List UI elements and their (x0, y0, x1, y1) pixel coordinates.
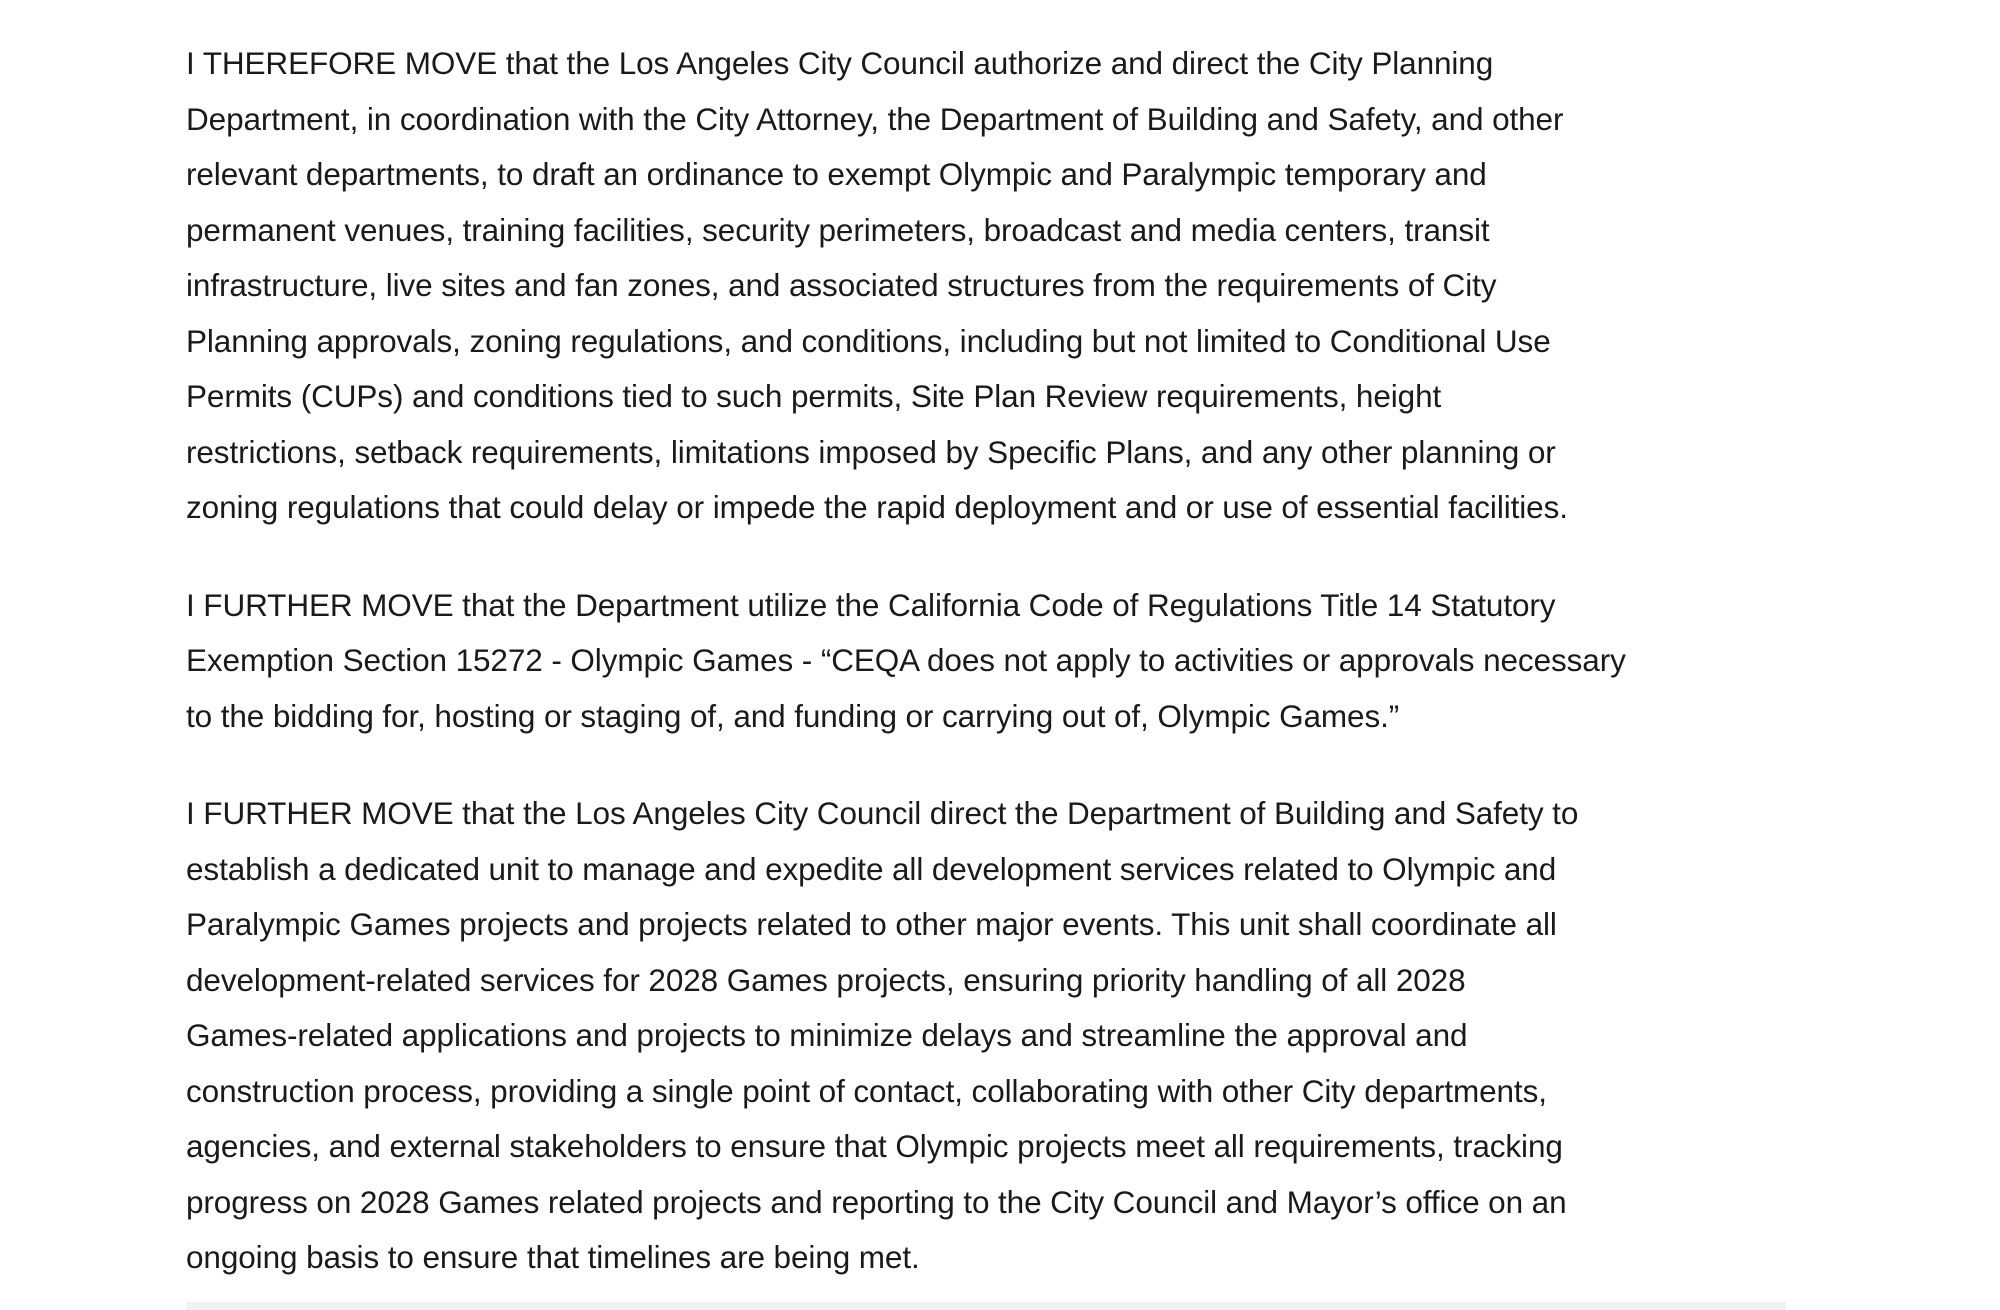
text-line: I FURTHER MOVE that the Department utilize the California Code of Regulations Title 14 Statutory (186, 586, 1556, 623)
paragraph-further-move-ceqa (186, 578, 1826, 745)
paragraph-further-move-building-safety (186, 786, 1826, 1286)
text-line: development-related services for 2028 Games projects, ensuring priority handling of all 2028 (186, 961, 1466, 998)
page-bottom-edge (186, 1302, 1786, 1310)
text-line: Paralympic Games projects and projects related to other major events. This unit shall coordinate all (186, 906, 1557, 942)
text-line: Department, in coordination with the City Attorney, the Department of Building and Safety, and other (186, 100, 1564, 137)
text-line: agencies, and external stakeholders to ensure that Olympic projects meet all requirements, tracking (186, 1128, 1563, 1164)
text-line: Planning approvals, zoning regulations, and conditions, including but not limited to Conditional Use (186, 322, 1551, 359)
text-line: infrastructure, live sites and fan zones, and associated structures from the requirements of City (186, 267, 1497, 303)
text-line: establish a dedicated unit to manage and expedite all development services related to Olympic and (186, 850, 1557, 887)
text-line: ongoing basis to ensure that timelines are being met. (186, 1239, 920, 1275)
text-line: restrictions, setback requirements, limitations imposed by Specific Plans, and any other planning or (186, 433, 1556, 470)
paragraph-therefore-move (186, 36, 1826, 536)
text-line: zoning regulations that could delay or impede the rapid deployment and or use of essential facilities. (186, 489, 1568, 525)
text-line: I THEREFORE MOVE that the Los Angeles City Council authorize and direct the City Planning (186, 45, 1494, 81)
text-line: permanent venues, training facilities, security perimeters, broadcast and media centers, transit (186, 211, 1490, 248)
text-line: progress on 2028 Games related projects and reporting to the City Council and Mayor’s office on an (186, 1183, 1567, 1220)
text-line: Games-related applications and projects to minimize delays and streamline the approval and (186, 1017, 1468, 1053)
text-line: construction process, providing a single point of contact, collaborating with other City departments, (186, 1072, 1547, 1109)
text-line: to the bidding for, hosting or staging of, and funding or carrying out of, Olympic Games.” (186, 697, 1400, 734)
text-line: Exemption Section 15272 - Olympic Games - “CEQA does not apply to activities or approvals necessary (186, 642, 1626, 678)
text-line: Permits (CUPs) and conditions tied to such permits, Site Plan Review requirements, height (186, 378, 1442, 414)
text-line: I FURTHER MOVE that the Los Angeles City Council direct the Department of Building and Safety to (186, 795, 1579, 831)
document-body (186, 36, 1826, 1286)
text-line: relevant departments, to draft an ordinance to exempt Olympic and Paralympic temporary and (186, 156, 1487, 192)
